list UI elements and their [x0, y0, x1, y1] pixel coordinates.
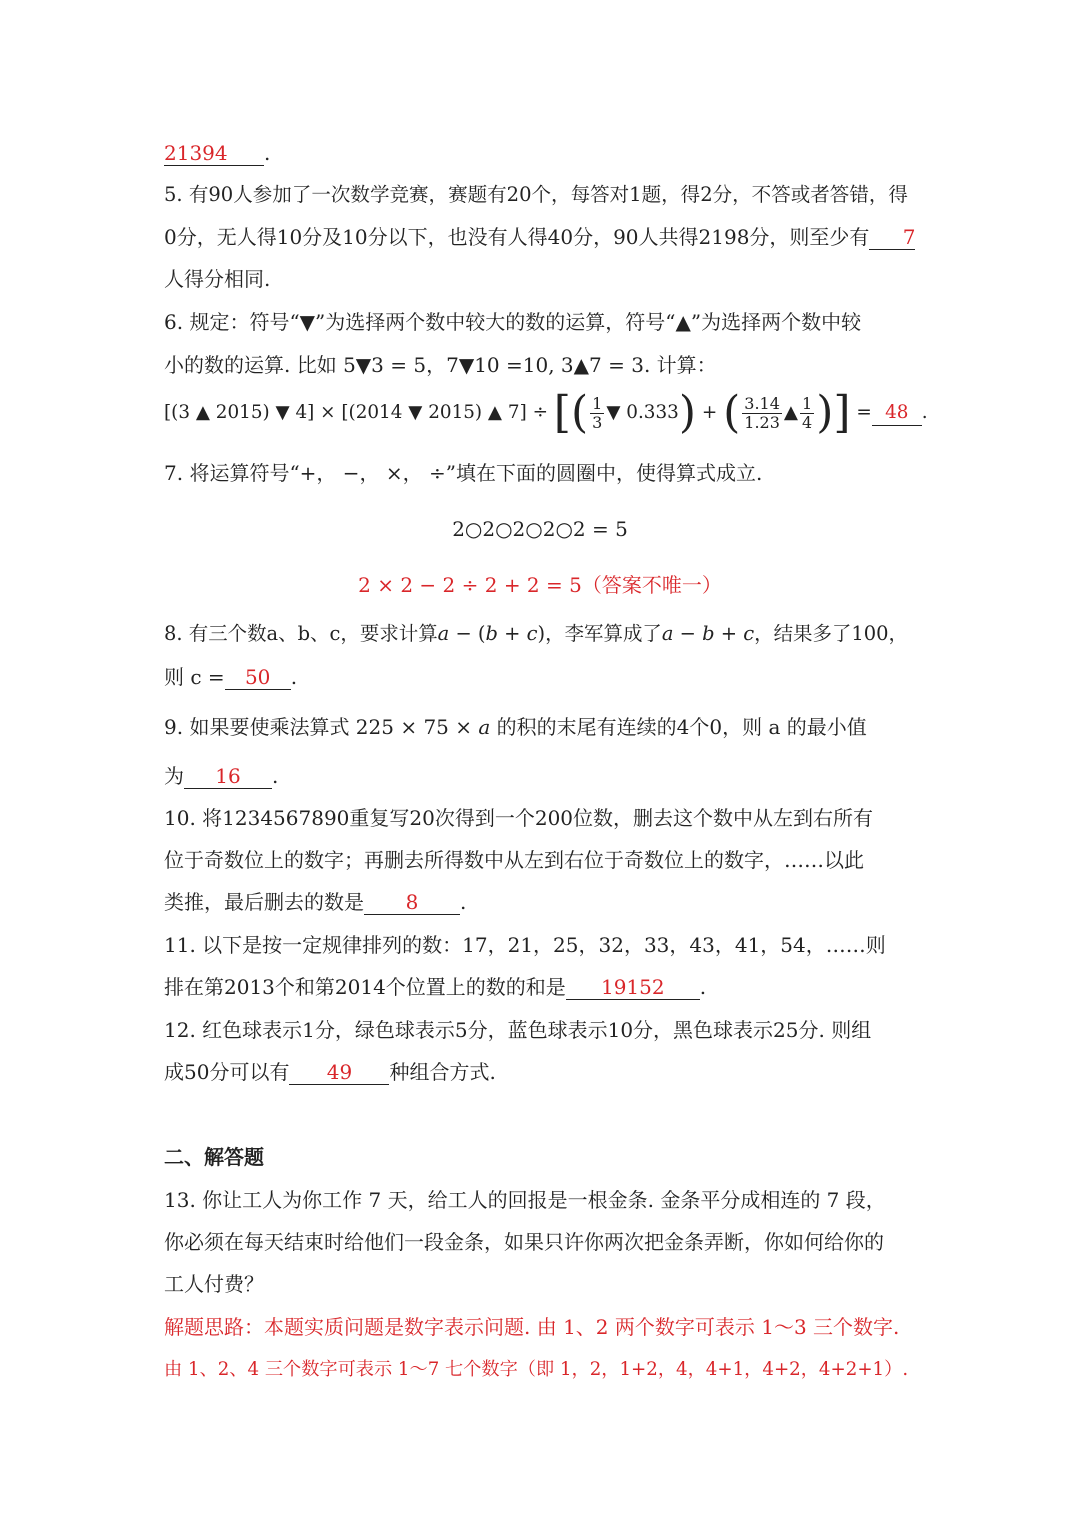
- q9-line2: [164, 761, 924, 791]
- period: .: [264, 141, 271, 165]
- answer-value: 8: [405, 890, 419, 914]
- period: .: [272, 764, 279, 788]
- period: .: [290, 665, 298, 689]
- q13-line3: 工人付费？: [164, 1272, 264, 1296]
- q5-line3: 人得分相同.: [164, 267, 271, 291]
- answer-blank: [869, 225, 915, 250]
- q9-line1: 9. 如果要使乘法算式 225 × 75 × 𝑎 的积的末尾有连续的4个0，则 a 的最小值: [164, 715, 867, 739]
- q12-line1: 12. 红色球表示1分，绿色球表示5分，蓝色球表示10分，黑色球表示25分. 则组: [164, 1018, 872, 1042]
- q6-expression: [164, 387, 928, 438]
- triangle-op: ▲: [783, 402, 799, 423]
- fraction-314-123: [742, 395, 782, 432]
- q13-line2: 你必须在每天结束时给他们一段金条，如果只许你两次把金条弄断，你如何给你的: [164, 1230, 884, 1254]
- q12-line2: [164, 1057, 924, 1087]
- period: .: [460, 890, 467, 914]
- answer-value: 49: [326, 1060, 353, 1084]
- q13-line1: 13. 你让工人为你工作 7 天，给工人的回报是一根金条. 金条平分成相连的 7 段，: [164, 1188, 886, 1212]
- q5-line1: 5. 有90人参加了一次数学竞赛，赛题有20个，每答对1题，得2分，不答或者答错，得: [164, 183, 908, 206]
- q5-line2-text: 0分，无人得10分及10分以下，也没有人得40分，90人共得2198分，则至少有: [164, 225, 870, 249]
- q4-answer-line: [164, 138, 924, 168]
- plus-sign: +: [701, 402, 718, 423]
- q12-line2-text: 成50分可以有: [164, 1060, 290, 1084]
- left-bracket: [: [553, 387, 571, 438]
- right-paren: ): [678, 387, 697, 438]
- period: .: [921, 402, 928, 423]
- expr-part-a: [(3 ▲ 2015) ▼ 4] × [(2014 ▼ 2015) ▲ 7] ÷: [164, 402, 548, 423]
- q11-line1: 11. 以下是按一定规律排列的数：17，21，25，32，33，43，41，54，……则: [164, 933, 886, 957]
- frac-num: 1: [802, 393, 813, 413]
- q5-line2: [164, 222, 924, 252]
- frac-num: 3.14: [744, 393, 780, 413]
- q13-solution-line1: 解题思路：本题实质问题是数字表示问题. 由 1、2 两个数字可表示 1～3 三个数字.: [164, 1315, 900, 1339]
- q10-line3: [164, 887, 924, 917]
- period: .: [699, 975, 707, 999]
- answer-value: 48: [885, 402, 909, 423]
- answer-blank: [872, 401, 922, 426]
- answer-blank: [289, 1060, 389, 1085]
- right-bracket: ]: [833, 387, 851, 438]
- answer-value: 16: [215, 764, 241, 788]
- equals-sign: =: [856, 402, 872, 423]
- q10-line1: 10. 将1234567890重复写20次得到一个200位数，删去这个数中从左到右所有: [164, 806, 874, 830]
- q10-line2: 位于奇数位上的数字；再删去所得数中从左到右位于奇数位上的数字，……以此: [164, 848, 864, 872]
- answer-blank: [225, 665, 291, 690]
- answer-blank: [184, 764, 272, 789]
- q6-line2: 小的数的运算. 比如 5▼3 = 5，7▼10 =10, 3▲7 = 3. 计算：: [164, 353, 717, 377]
- section-heading: 二、解答题: [164, 1145, 264, 1169]
- q8-line1: 8. 有三个数a、b、c，要求计算𝑎 − (𝑏 + 𝑐)，李军算成了𝑎 − 𝑏 + 𝑐，结果多了100，: [164, 622, 908, 645]
- q10-line3-text: 类推，最后删去的数是: [164, 890, 364, 914]
- answer-value: 21394: [164, 141, 228, 165]
- q13-solution-line2: 由 1、2、4 三个数字可表示 1～7 七个数字（即 1，2，1+2，4，4+1，4+2，4+2+1）.: [164, 1359, 909, 1380]
- q7-equation: 2○2○2○2○2 = 5: [452, 517, 628, 541]
- fraction-one-third: [590, 395, 604, 432]
- right-paren-2: ): [816, 387, 834, 438]
- q11-line2-text: 排在第2013个和第2014个位置上的数的和是: [164, 975, 566, 999]
- q11-line2: [164, 972, 924, 1002]
- answer-value: 50: [244, 665, 271, 689]
- q7-answer: 2 × 2 − 2 ÷ 2 + 2 = 5（答案不唯一）: [358, 573, 722, 597]
- answer-blank: [364, 890, 460, 915]
- frac-den: 3: [592, 412, 603, 432]
- expr-mid1: ▼ 0.333: [606, 402, 679, 423]
- q8-line2: [164, 662, 924, 692]
- frac-den: 1.23: [744, 412, 780, 432]
- frac-den: 4: [802, 412, 813, 432]
- answer-blank: [164, 141, 264, 166]
- frac-num: 1: [592, 393, 603, 413]
- answer-value: 7: [902, 225, 916, 249]
- q6-line1: 6. 规定：符号“▼”为选择两个数中较大的数的运算，符号“▲”为选择两个数中较: [164, 310, 862, 334]
- left-paren-2: (: [723, 387, 741, 438]
- q12-line2-post: 种组合方式.: [389, 1060, 496, 1084]
- q7-line1: 7. 将运算符号“+， −， ×， ÷”填在下面的圆圈中，使得算式成立.: [164, 461, 763, 485]
- answer-blank: [566, 975, 700, 1000]
- fraction-one-fourth: [800, 395, 814, 432]
- answer-value: 19152: [600, 975, 665, 999]
- q9-line2-text: 为: [164, 764, 184, 788]
- left-paren: (: [570, 387, 589, 438]
- q8-line2-text: 则 c =: [164, 665, 225, 689]
